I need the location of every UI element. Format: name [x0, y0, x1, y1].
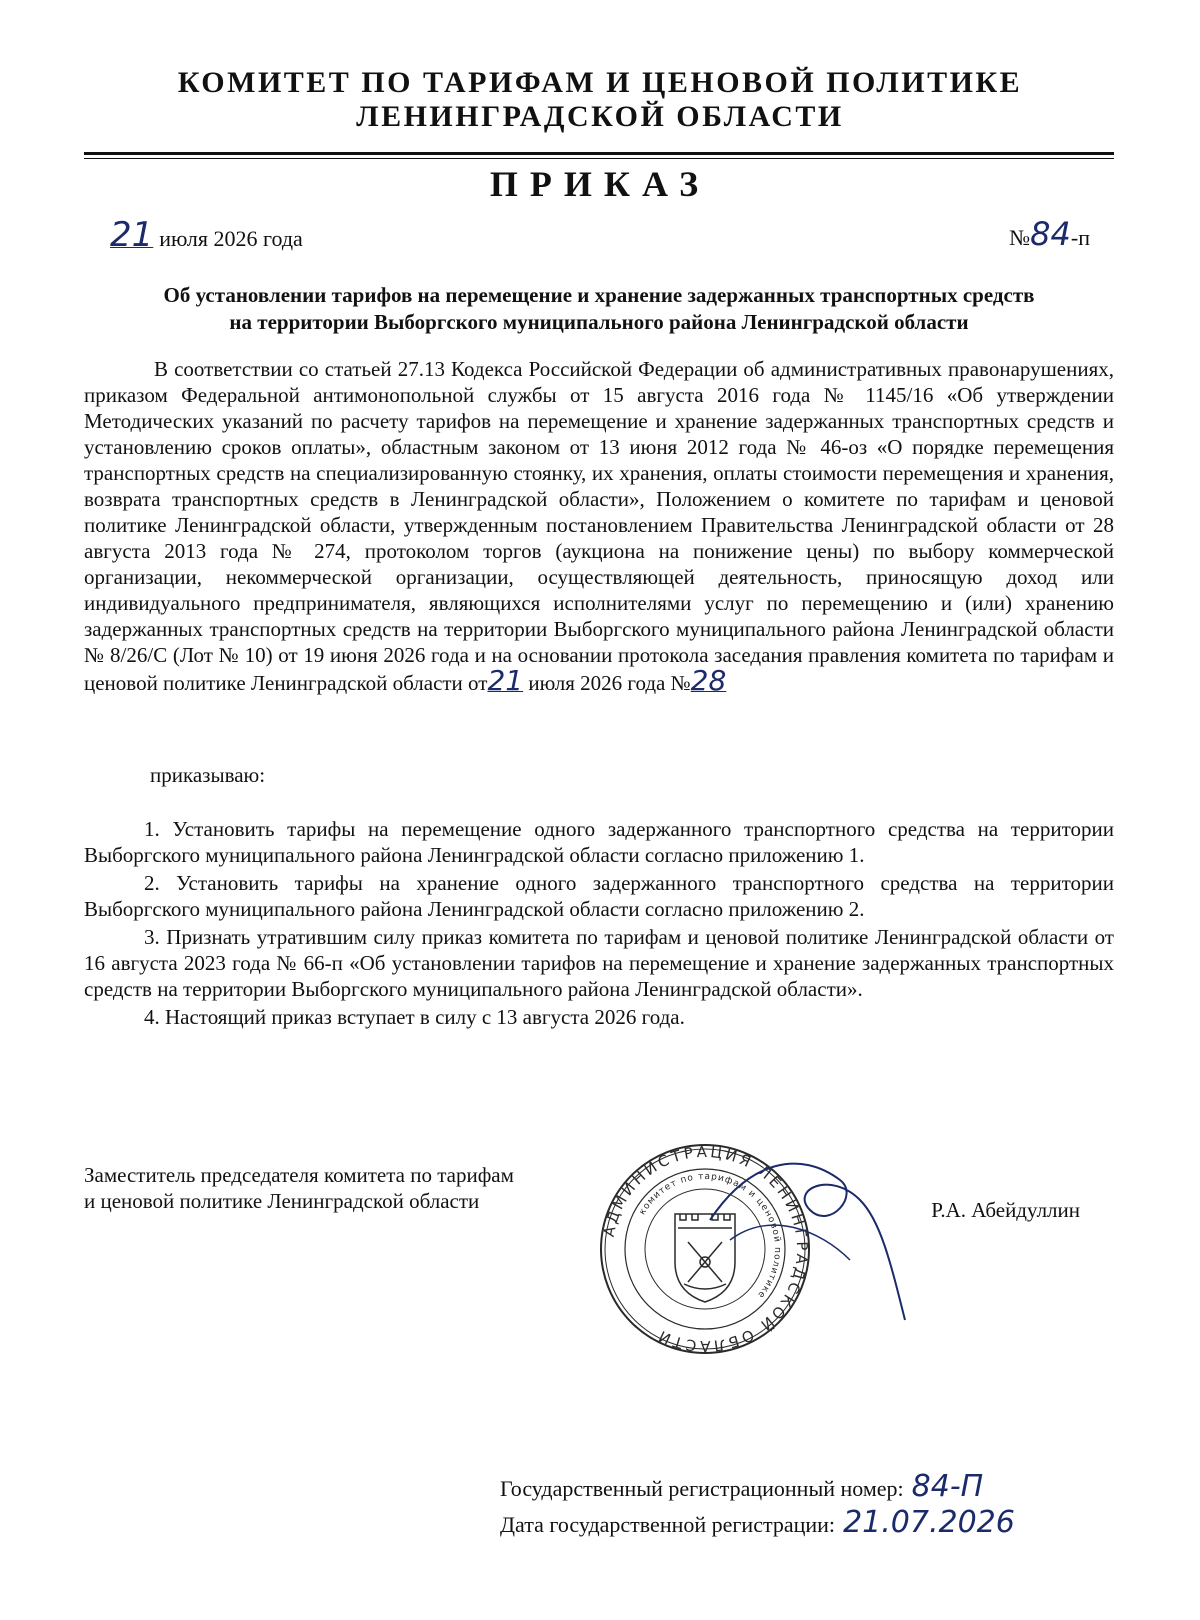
- order-item-2: 2. Установить тарифы на хранение одного задержанного транспортного средства на территории Выборгского муниципального района Ленинградской области согласно приложению 2.: [84, 871, 1114, 921]
- preamble-middle: июля 2026 года №: [528, 671, 691, 695]
- signatory-name: Р.А. Абейдуллин: [931, 1198, 1080, 1222]
- stamp-outer-text: АДМИНИСТРАЦИЯ ЛЕНИНГРАДСКОЙ ОБЛАСТИ: [599, 1142, 812, 1356]
- header-rule-thick: [84, 152, 1114, 155]
- date-day-handwritten: 21: [110, 215, 154, 255]
- position-line-2: и ценовой политике Ленинградской области: [84, 1189, 480, 1213]
- registration-date-label: Дата государственной регистрации:: [500, 1512, 836, 1537]
- order-item-3: 3. Признать утратившим силу приказ комитета по тарифам и ценовой политике Ленинградской области от 16 августа 2023 года № 66-п «Об установлении тарифов на перемещение и хранение задержанных транспортных средств на территории Выборгского муниципального района Ленинградской области».: [84, 925, 1114, 1001]
- date-rest: июля 2026 года: [159, 226, 303, 251]
- header-line-2: ЛЕНИНГРАДСКОЙ ОБЛАСТИ: [356, 100, 844, 133]
- header-rule-thin: [84, 158, 1114, 159]
- registration-date-handwritten: 21.07.2026: [843, 1505, 1015, 1540]
- position-line-1: Заместитель председателя комитета по тарифам: [84, 1163, 514, 1187]
- preamble-day-handwritten: 21: [487, 664, 524, 697]
- subject-line-1: Об установлении тарифов на перемещение и хранение задержанных транспортных средств: [163, 283, 1035, 307]
- preamble-paragraph: [84, 356, 1114, 696]
- order-subject: [84, 282, 1114, 336]
- header-line-1: КОМИТЕТ ПО ТАРИФАМ И ЦЕНОВОЙ ПОЛИТИКЕ: [177, 66, 1023, 99]
- order-item-4: 4. Настоящий приказ вступает в силу с 13 августа 2026 года.: [144, 1005, 685, 1029]
- order-items: [84, 816, 1114, 1032]
- number-prefix: №: [1009, 225, 1031, 250]
- registration-number-label: Государственный регистрационный номер:: [500, 1476, 904, 1501]
- number-suffix: -п: [1070, 225, 1090, 250]
- registration-date: [500, 1505, 1015, 1540]
- stamp-inner-text: комитет по тарифам и ценовой политике: [637, 1171, 783, 1301]
- signatory-position: [84, 1162, 514, 1214]
- handwritten-signature-icon: [690, 1140, 920, 1340]
- order-word: приказываю:: [150, 763, 266, 787]
- number-handwritten: 84: [1030, 215, 1071, 253]
- registration-number-handwritten: 84-П: [911, 1469, 984, 1504]
- registration-number: [500, 1469, 984, 1504]
- preamble-num-handwritten: 28: [690, 664, 727, 697]
- preamble-text: В соответствии со статьей 27.13 Кодекса Российской Федерации об административных правонарушениях, приказом Федеральной антимонопольной службы от 15 августа 2016 года № 1145/16 «Об утверждении Методических указаний по расчету тарифов на перемещение и хранение задержанных транспортных средств и установлению сроков оплаты», областным законом от 13 июня 2012 года № 46-оз «О порядке перемещения транспортных средств на специализированную стоянку, их хранения, оплаты стоимости перемещения и хранения, возврата транспортных средств в Ленинградской области», Положением о комитете по тарифам и ценовой политике Ленинградской области, утвержденным постановлением Правительства Ленинградской области от 28 августа 2013 года № 274, протоколом торгов (аукциона на понижение цены) по выбору коммерческой организации, некоммерческой организации, осуществляющей деятельность, приносящую доход или индивидуального предпринимателя, являющихся исполнителями услуг по перемещению и (или) хранению задержанных транспортных средств на территории Выборгского муниципального района Ленинградской области № 8/26/С (Лот № 10) от 19 июня 2026 года и на основании протокола заседания правления комитета по тарифам и ценовой политике Ленинградской области от: [84, 357, 1114, 695]
- order-number: [1009, 215, 1090, 254]
- subject-line-2: на территории Выборгского муниципального района Ленинградской области: [229, 310, 969, 334]
- order-item-1: 1. Установить тарифы на перемещение одного задержанного транспортного средства на территории Выборгского муниципального района Ленинградской области согласно приложению 1.: [84, 817, 1114, 867]
- document-title: ПРИКАЗ: [489, 164, 711, 204]
- order-date: [110, 215, 303, 255]
